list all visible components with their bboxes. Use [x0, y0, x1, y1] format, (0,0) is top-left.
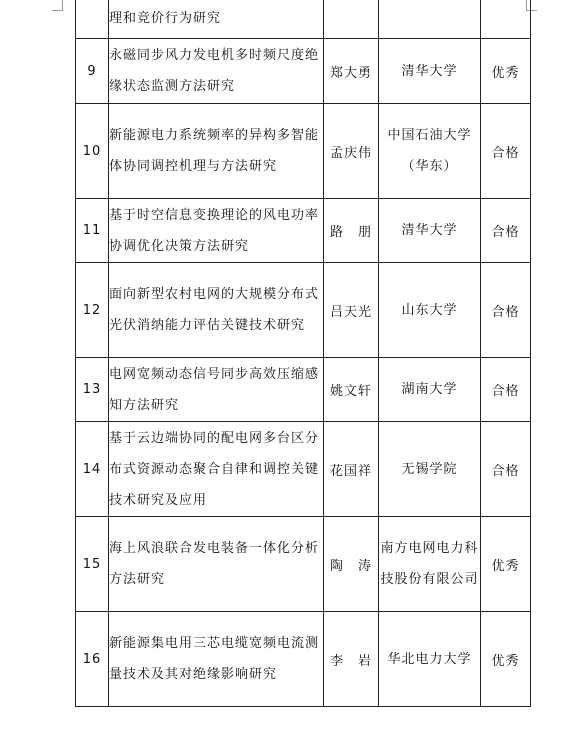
project-grade: 优秀 [481, 39, 531, 104]
row-number: 14 [76, 422, 109, 517]
project-organization: 中国石油大学（华东） [379, 104, 481, 199]
row-number: 13 [76, 358, 109, 422]
project-title: 新能源电力系统频率的异构多智能体协同调控机理与方法研究 [109, 104, 324, 199]
project-title: 海上风浪联合发电装备一体化分析方法研究 [109, 517, 324, 612]
crop-mark [62, 0, 63, 10]
project-title: 永磁同步风力发电机多时频尺度绝缘状态监测方法研究 [109, 39, 324, 104]
table-row [76, 422, 531, 517]
project-organization [379, 0, 481, 39]
project-organization: 湖南大学 [379, 358, 481, 422]
project-title: 电网宽频动态信号同步高效压缩感知方法研究 [109, 358, 324, 422]
project-leader: 陶 涛 [324, 517, 379, 612]
crop-mark [52, 10, 63, 11]
project-grade: 合格 [481, 358, 531, 422]
project-organization: 清华大学 [379, 39, 481, 104]
project-leader: 吕天光 [324, 263, 379, 358]
project-grade: 优秀 [481, 612, 531, 707]
project-leader: 孟庆伟 [324, 104, 379, 199]
table-row [76, 0, 531, 39]
project-leader: 花国祥 [324, 422, 379, 517]
project-title: 基于云边端协同的配电网多台区分布式资源动态聚合自律和调控关键技术研究及应用 [109, 422, 324, 517]
table-row [76, 199, 531, 263]
project-grade: 合格 [481, 199, 531, 263]
table-row [76, 612, 531, 707]
table-row [76, 358, 531, 422]
project-results-table [75, 0, 531, 707]
project-grade: 合格 [481, 422, 531, 517]
project-leader [324, 0, 379, 39]
project-organization: 无锡学院 [379, 422, 481, 517]
table-row [76, 39, 531, 104]
table-row [76, 104, 531, 199]
table-row [76, 517, 531, 612]
project-grade: 合格 [481, 263, 531, 358]
project-title: 面向新型农村电网的大规模分布式光伏消纳能力评估关键技术研究 [109, 263, 324, 358]
project-leader: 郑大勇 [324, 39, 379, 104]
row-number: 11 [76, 199, 109, 263]
project-grade: 优秀 [481, 517, 531, 612]
project-organization: 山东大学 [379, 263, 481, 358]
project-title: 理和竞价行为研究 [109, 0, 324, 39]
project-grade: 合格 [481, 104, 531, 199]
project-leader: 李 岩 [324, 612, 379, 707]
project-organization: 华北电力大学 [379, 612, 481, 707]
row-number: 16 [76, 612, 109, 707]
row-number [76, 0, 109, 39]
row-number: 10 [76, 104, 109, 199]
table-row [76, 263, 531, 358]
project-leader: 姚文轩 [324, 358, 379, 422]
project-title: 基于时空信息变换理论的风电功率协调优化决策方法研究 [109, 199, 324, 263]
project-leader: 路 朋 [324, 199, 379, 263]
row-number: 12 [76, 263, 109, 358]
project-organization: 南方电网电力科技股份有限公司 [379, 517, 481, 612]
project-title: 新能源集电用三芯电缆宽频电流测量技术及其对绝缘影响研究 [109, 612, 324, 707]
row-number: 9 [76, 39, 109, 104]
row-number: 15 [76, 517, 109, 612]
project-organization: 清华大学 [379, 199, 481, 263]
project-grade [481, 0, 531, 39]
